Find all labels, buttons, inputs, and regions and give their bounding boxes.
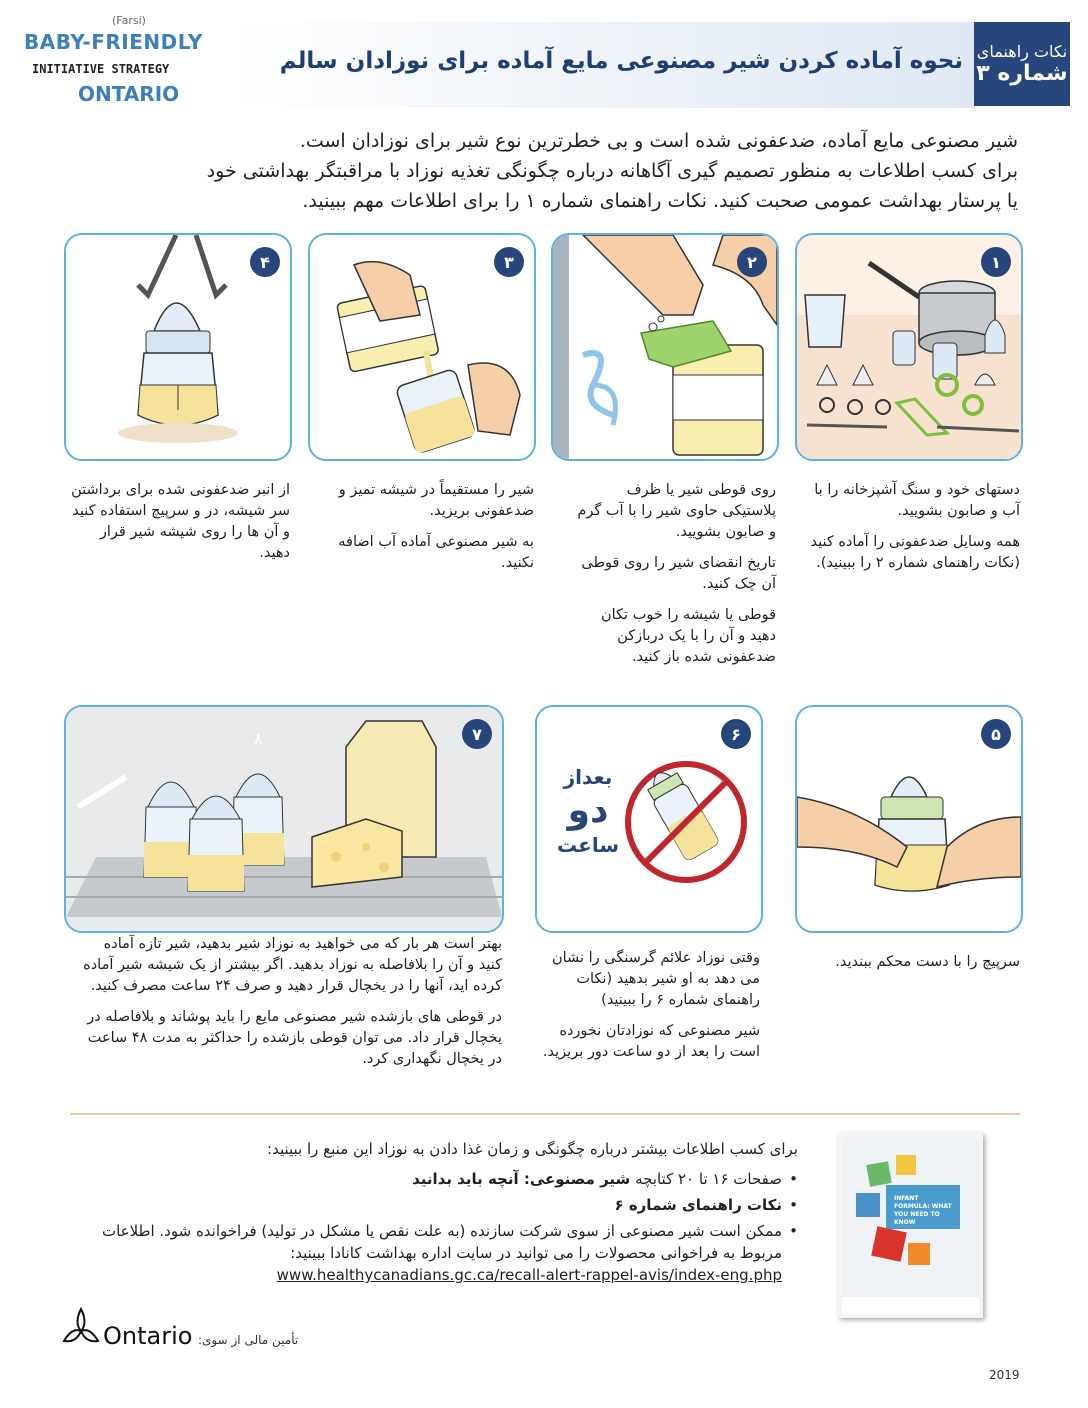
step-1-text bbox=[795, 480, 1020, 584]
step-number-badge: ۶ bbox=[721, 719, 751, 749]
step-paragraph: همه وسایل ضدعفونی را آماده کنید (نکات راهنمای شماره ۲ را ببینید). bbox=[810, 534, 1020, 571]
step-number-badge: ۴ bbox=[250, 247, 280, 277]
recall-url-link[interactable]: www.healthycanadians.gc.ca/recall-alert-rappel-avis/index-eng.php bbox=[276, 1266, 782, 1284]
step-number-badge: ۳ bbox=[494, 247, 524, 277]
ontario-trillium-icon bbox=[60, 1305, 102, 1353]
ontario-wordmark: Ontario bbox=[103, 1322, 193, 1350]
list-item bbox=[78, 1168, 798, 1190]
logo-language-tag: (Farsi) bbox=[112, 14, 146, 27]
step-7-panel bbox=[64, 705, 504, 933]
funded-by-label: تأمین مالی از سوی: bbox=[198, 1333, 299, 1347]
step-paragraph: شیر مصنوعی که نوزادتان نخورده است را بعد از دو ساعت دور بریزید. bbox=[542, 1023, 760, 1060]
logo-baby-friendly: BABY-FRIENDLY bbox=[24, 30, 203, 54]
logo-ontario: ONTARIO bbox=[78, 82, 180, 106]
resource-pages: صفحات ۱۶ تا ۲۰ کتابچه bbox=[630, 1170, 782, 1188]
step-3-text bbox=[319, 480, 534, 584]
two-hours-hours: ساعت bbox=[556, 833, 619, 857]
booklet-cover bbox=[838, 1133, 983, 1318]
step-paragraph: به شیر مصنوعی آماده آب اضافه نکنید. bbox=[338, 534, 534, 571]
step-paragraph: سرپیچ را با دست محکم ببندید. bbox=[835, 954, 1020, 970]
intro-line: شیر مصنوعی مایع آماده، ضدعفونی شده است و بی خطرترین نوع شیر برای نوزادان است. bbox=[299, 130, 1018, 152]
step-5-panel bbox=[795, 705, 1023, 933]
step-2-panel bbox=[551, 233, 779, 461]
step-3-panel bbox=[308, 233, 536, 461]
step-4-panel bbox=[64, 233, 292, 461]
section-divider bbox=[70, 1113, 1020, 1115]
publication-year: 2019 bbox=[989, 1368, 1020, 1382]
fridge-storage-illustration bbox=[66, 707, 502, 931]
two-hours-two: دو bbox=[567, 790, 609, 831]
discard-bottle-icon bbox=[621, 757, 751, 887]
step-number-badge: ۱ bbox=[981, 247, 1011, 277]
intro-line: یا پرستار بهداشت عمومی صحبت کنید. نکات راهنمای شماره ۱ را برای اطلاعات مهم ببینید. bbox=[302, 190, 1018, 212]
booklet-cover-title: INFANT FORMULA: WHAT YOU NEED TO KNOW bbox=[894, 1195, 952, 1226]
recall-note: ممکن است شیر مصنوعی از سوی شرکت سازنده (به علت نقص یا مشکل در تولید) فراخوانده شود. اطلاعات مربوط به فراخوانی محصولات را می توانید در سایت اداره بهداشت کانادا ببینید: bbox=[101, 1222, 782, 1262]
resources-heading: برای کسب اطلاعات بیشتر درباره چگونگی و زمان غذا دادن به نوزاد این منبع را ببینید: bbox=[267, 1140, 798, 1158]
fridge-label: ٨ bbox=[254, 729, 263, 748]
list-item bbox=[78, 1220, 798, 1286]
step-6-panel bbox=[535, 705, 763, 933]
list-item bbox=[78, 1194, 798, 1216]
tip-sheet-badge bbox=[974, 22, 1070, 106]
step-4-text bbox=[70, 480, 290, 574]
booklet-title-link: شیر مصنوعی: آنچه باید بدانید bbox=[412, 1170, 631, 1188]
logo-initiative-strategy: INITIATIVE STRATEGY bbox=[32, 62, 170, 76]
step-paragraph: روی قوطی شیر یا ظرف پلاستیکی حاوی شیر را با آب گرم و صابون بشویید. bbox=[577, 482, 776, 540]
step-number-badge: ۵ bbox=[981, 719, 1011, 749]
step-2-text bbox=[576, 480, 776, 678]
resources-list bbox=[78, 1168, 798, 1290]
step-paragraph: دستهای خود و سنگ آشپزخانه را با آب و صابون بشویید. bbox=[814, 482, 1020, 519]
step-5-text bbox=[795, 952, 1020, 983]
step-1-panel bbox=[795, 233, 1023, 461]
step-7-text bbox=[82, 934, 502, 1080]
tip-sheet-label: نکات راهنمای bbox=[976, 42, 1068, 61]
step-paragraph: از انبر ضدعفونی شده برای برداشتن سر شیشه، در و سرپیچ استفاده کنید و آن ها را روی شیشه شیر قرار دهید. bbox=[71, 482, 290, 561]
page-title: نحوه آماده کردن شیر مصنوعی مایع آماده برای نوزادان سالم bbox=[279, 48, 963, 74]
intro-text bbox=[118, 126, 1018, 216]
tip-sheet-6-ref: نکات راهنمای شماره ۶ bbox=[614, 1196, 782, 1214]
step-paragraph: شیر را مستقیماً در شیشه تمیز و ضدعفونی بریزید. bbox=[338, 482, 534, 519]
step-number-badge: ۷ bbox=[462, 719, 492, 749]
step-number-badge: ۲ bbox=[737, 247, 767, 277]
intro-line: برای کسب اطلاعات به منظور تصمیم گیری آگاهانه درباره چگونگی تغذیه نوزاد با مراقبتگر بهداشتی خود bbox=[206, 160, 1018, 182]
step-6-text bbox=[530, 948, 760, 1073]
step-paragraph: وقتی نوزاد علائم گرسنگی را نشان می دهد به او شیر بدهید (نکات راهنمای شماره ۶ را ببینید) bbox=[551, 950, 760, 1008]
step-paragraph: در قوطی های بازشده شیر مصنوعی مایع را باید پوشاند و بلافاصله در یخچال قرار داد. می توان قوطی بازشده را حداکثر به مدت ۴۸ ساعت در یخچال نگهداری کرد. bbox=[87, 1009, 502, 1067]
two-hours-label bbox=[545, 765, 631, 857]
two-hours-after: بعداز bbox=[563, 765, 613, 789]
tip-sheet-number: شماره ۳ bbox=[976, 61, 1068, 86]
step-paragraph: بهتر است هر بار که می خواهید به نوزاد شیر بدهید، شیر تازه آماده کنید و آن را بلافاصله به نوزاد بدهید. اگر بیشتر از یک شیشه شیر آماده کرده اید، آنها را در یخچال قرار دهید و صرف ۲۴ ساعت مصرف کنید. bbox=[83, 936, 502, 994]
step-paragraph: قوطی یا شیشه را خوب تکان دهید و آن را با یک دربازکن ضدعفونی شده باز کنید. bbox=[600, 607, 776, 665]
step-paragraph: تاریخ انقضای شیر را روی قوطی آن چک کنید. bbox=[581, 555, 776, 592]
